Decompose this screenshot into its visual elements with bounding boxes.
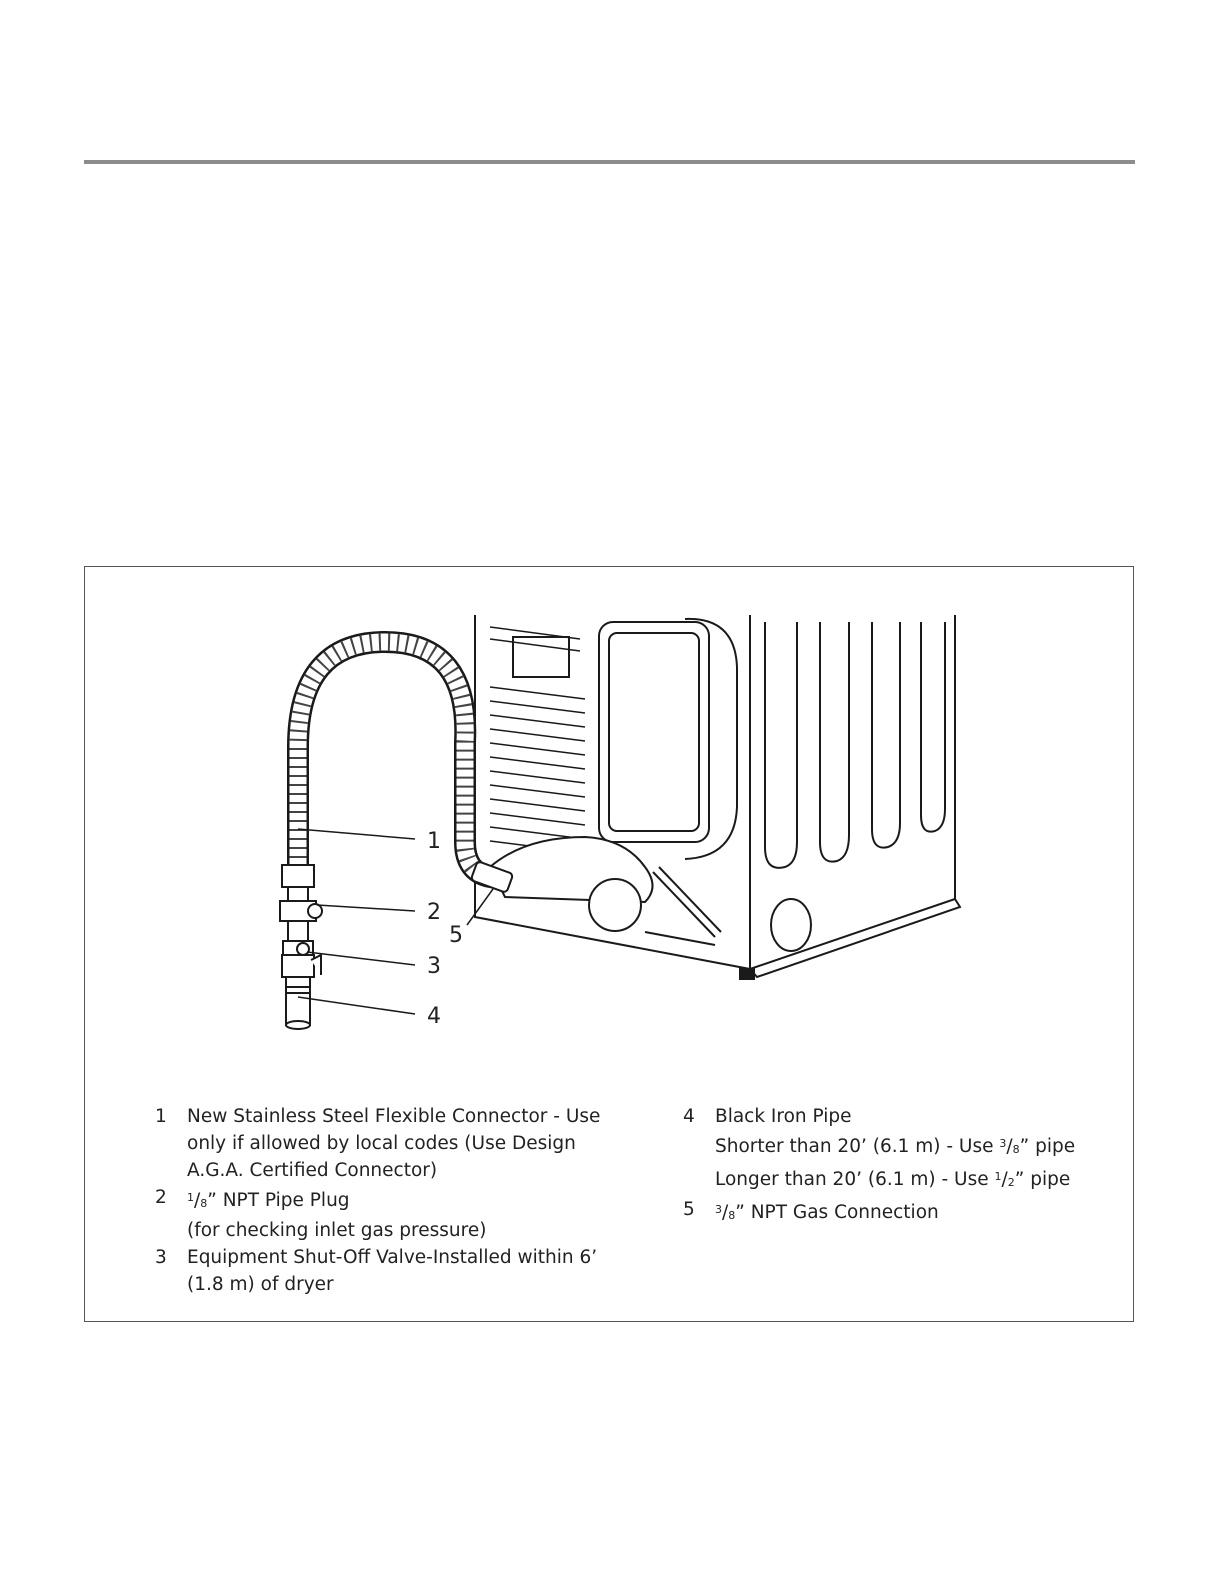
fraction: $^1/_8$ — [187, 1190, 208, 1211]
legend-number: 2 — [155, 1187, 167, 1208]
legend-number: 3 — [155, 1247, 167, 1268]
pipe-assembly — [280, 865, 322, 1029]
legend-left-column — [155, 1103, 625, 1298]
flexible-connector-hose — [298, 642, 490, 877]
legend-text-line: Longer than 20’ (6.1 m) - Use — [715, 1169, 989, 1190]
legend-number: 1 — [155, 1106, 167, 1127]
legend-text-line: (for checking inlet gas pressure) — [187, 1220, 487, 1241]
callout-2: 2 — [427, 900, 441, 925]
callout-4: 4 — [427, 1004, 441, 1029]
legend-text-line: New Stainless Steel Flexible Connector - Use — [187, 1106, 601, 1127]
legend-text-line: ” NPT Pipe Plug — [207, 1190, 350, 1211]
legend-text-line: Black Iron Pipe — [715, 1106, 852, 1127]
legend-item-1 — [155, 1103, 625, 1184]
legend-text-line: ” NPT Gas Connection — [735, 1202, 939, 1223]
callout-3: 3 — [427, 954, 441, 979]
fraction: $^3/_8$ — [999, 1136, 1020, 1157]
legend-item-4 — [683, 1103, 1113, 1196]
legend-item-5 — [683, 1196, 1113, 1229]
legend-text-line: (1.8 m) of dryer — [187, 1274, 334, 1295]
legend-right-column — [683, 1103, 1113, 1229]
legend-item-3 — [155, 1244, 625, 1298]
callout-5: 5 — [449, 923, 463, 948]
fraction: $^3/_8$ — [715, 1202, 736, 1223]
legend-text-suffix: ” pipe — [1019, 1136, 1076, 1157]
gas-connection-figure — [84, 566, 1134, 1322]
legend-text-line: A.G.A. Certified Connector) — [187, 1160, 438, 1181]
dryer-cabinet — [475, 615, 960, 979]
legend-text-line: Equipment Shut-Off Valve-Installed within 6’ — [187, 1247, 598, 1268]
callout-1: 1 — [427, 829, 441, 854]
legend-item-2 — [155, 1184, 625, 1244]
legend-text-suffix: ” pipe — [1014, 1169, 1071, 1190]
header-rule — [84, 160, 1135, 164]
dryer-gas-connection-illustration — [85, 567, 1135, 1087]
fraction: $^1/_2$ — [994, 1169, 1015, 1190]
legend-text-line: only if allowed by local codes (Use Design — [187, 1133, 576, 1154]
legend-number: 5 — [683, 1199, 695, 1220]
legend-text-line: Shorter than 20’ (6.1 m) - Use — [715, 1136, 994, 1157]
legend-number: 4 — [683, 1106, 695, 1127]
